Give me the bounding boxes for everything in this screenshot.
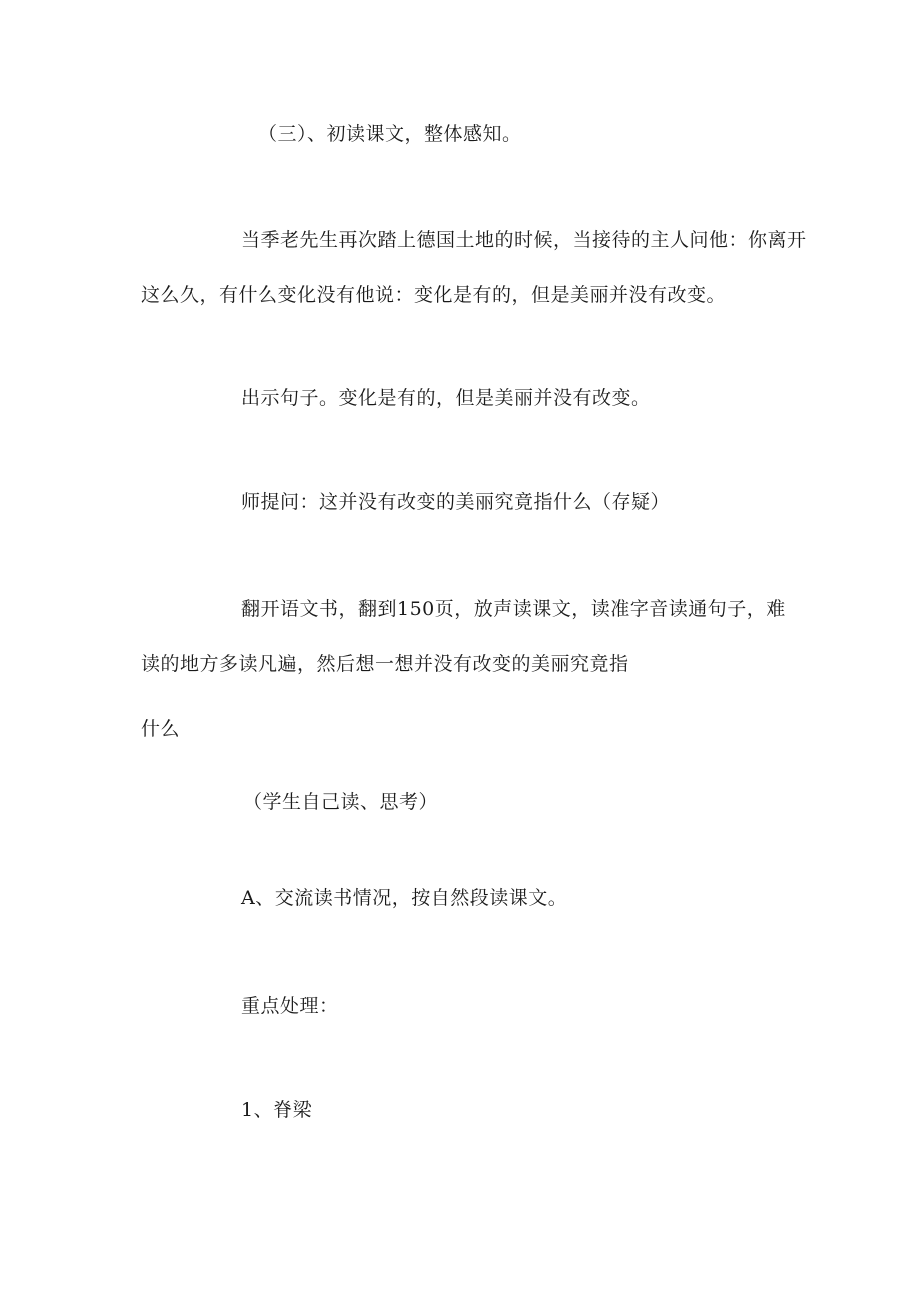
paragraph-line: （学生自己读、思考） xyxy=(243,791,439,813)
paragraph-line: 翻开语文书，翻到150页，放声读课文，读准字音读通句子，难 xyxy=(241,598,786,620)
paragraph-line: 1、脊梁 xyxy=(241,1099,313,1121)
paragraph-line: 重点处理： xyxy=(241,995,339,1017)
section-heading: （三）、初读课文，整体感知。 xyxy=(258,123,522,145)
paragraph-line: 当季老先生再次踏上德国土地的时候，当接待的主人问他：你离开 xyxy=(241,229,807,251)
paragraph-line: A、交流读书情况，按自然段读课文。 xyxy=(241,887,568,909)
paragraph-line: 什么 xyxy=(141,718,181,740)
paragraph-line: 出示句子。变化是有的，但是美丽并没有改变。 xyxy=(241,387,651,409)
paragraph-line: 师提问：这并没有改变的美丽究竟指什么（存疑） xyxy=(241,491,671,513)
paragraph-line: 读的地方多读凡遍，然后想一想并没有改变的美丽究竟指 xyxy=(141,653,629,675)
paragraph-line: 这么久，有什么变化没有他说：变化是有的，但是美丽并没有改变。 xyxy=(141,284,727,306)
